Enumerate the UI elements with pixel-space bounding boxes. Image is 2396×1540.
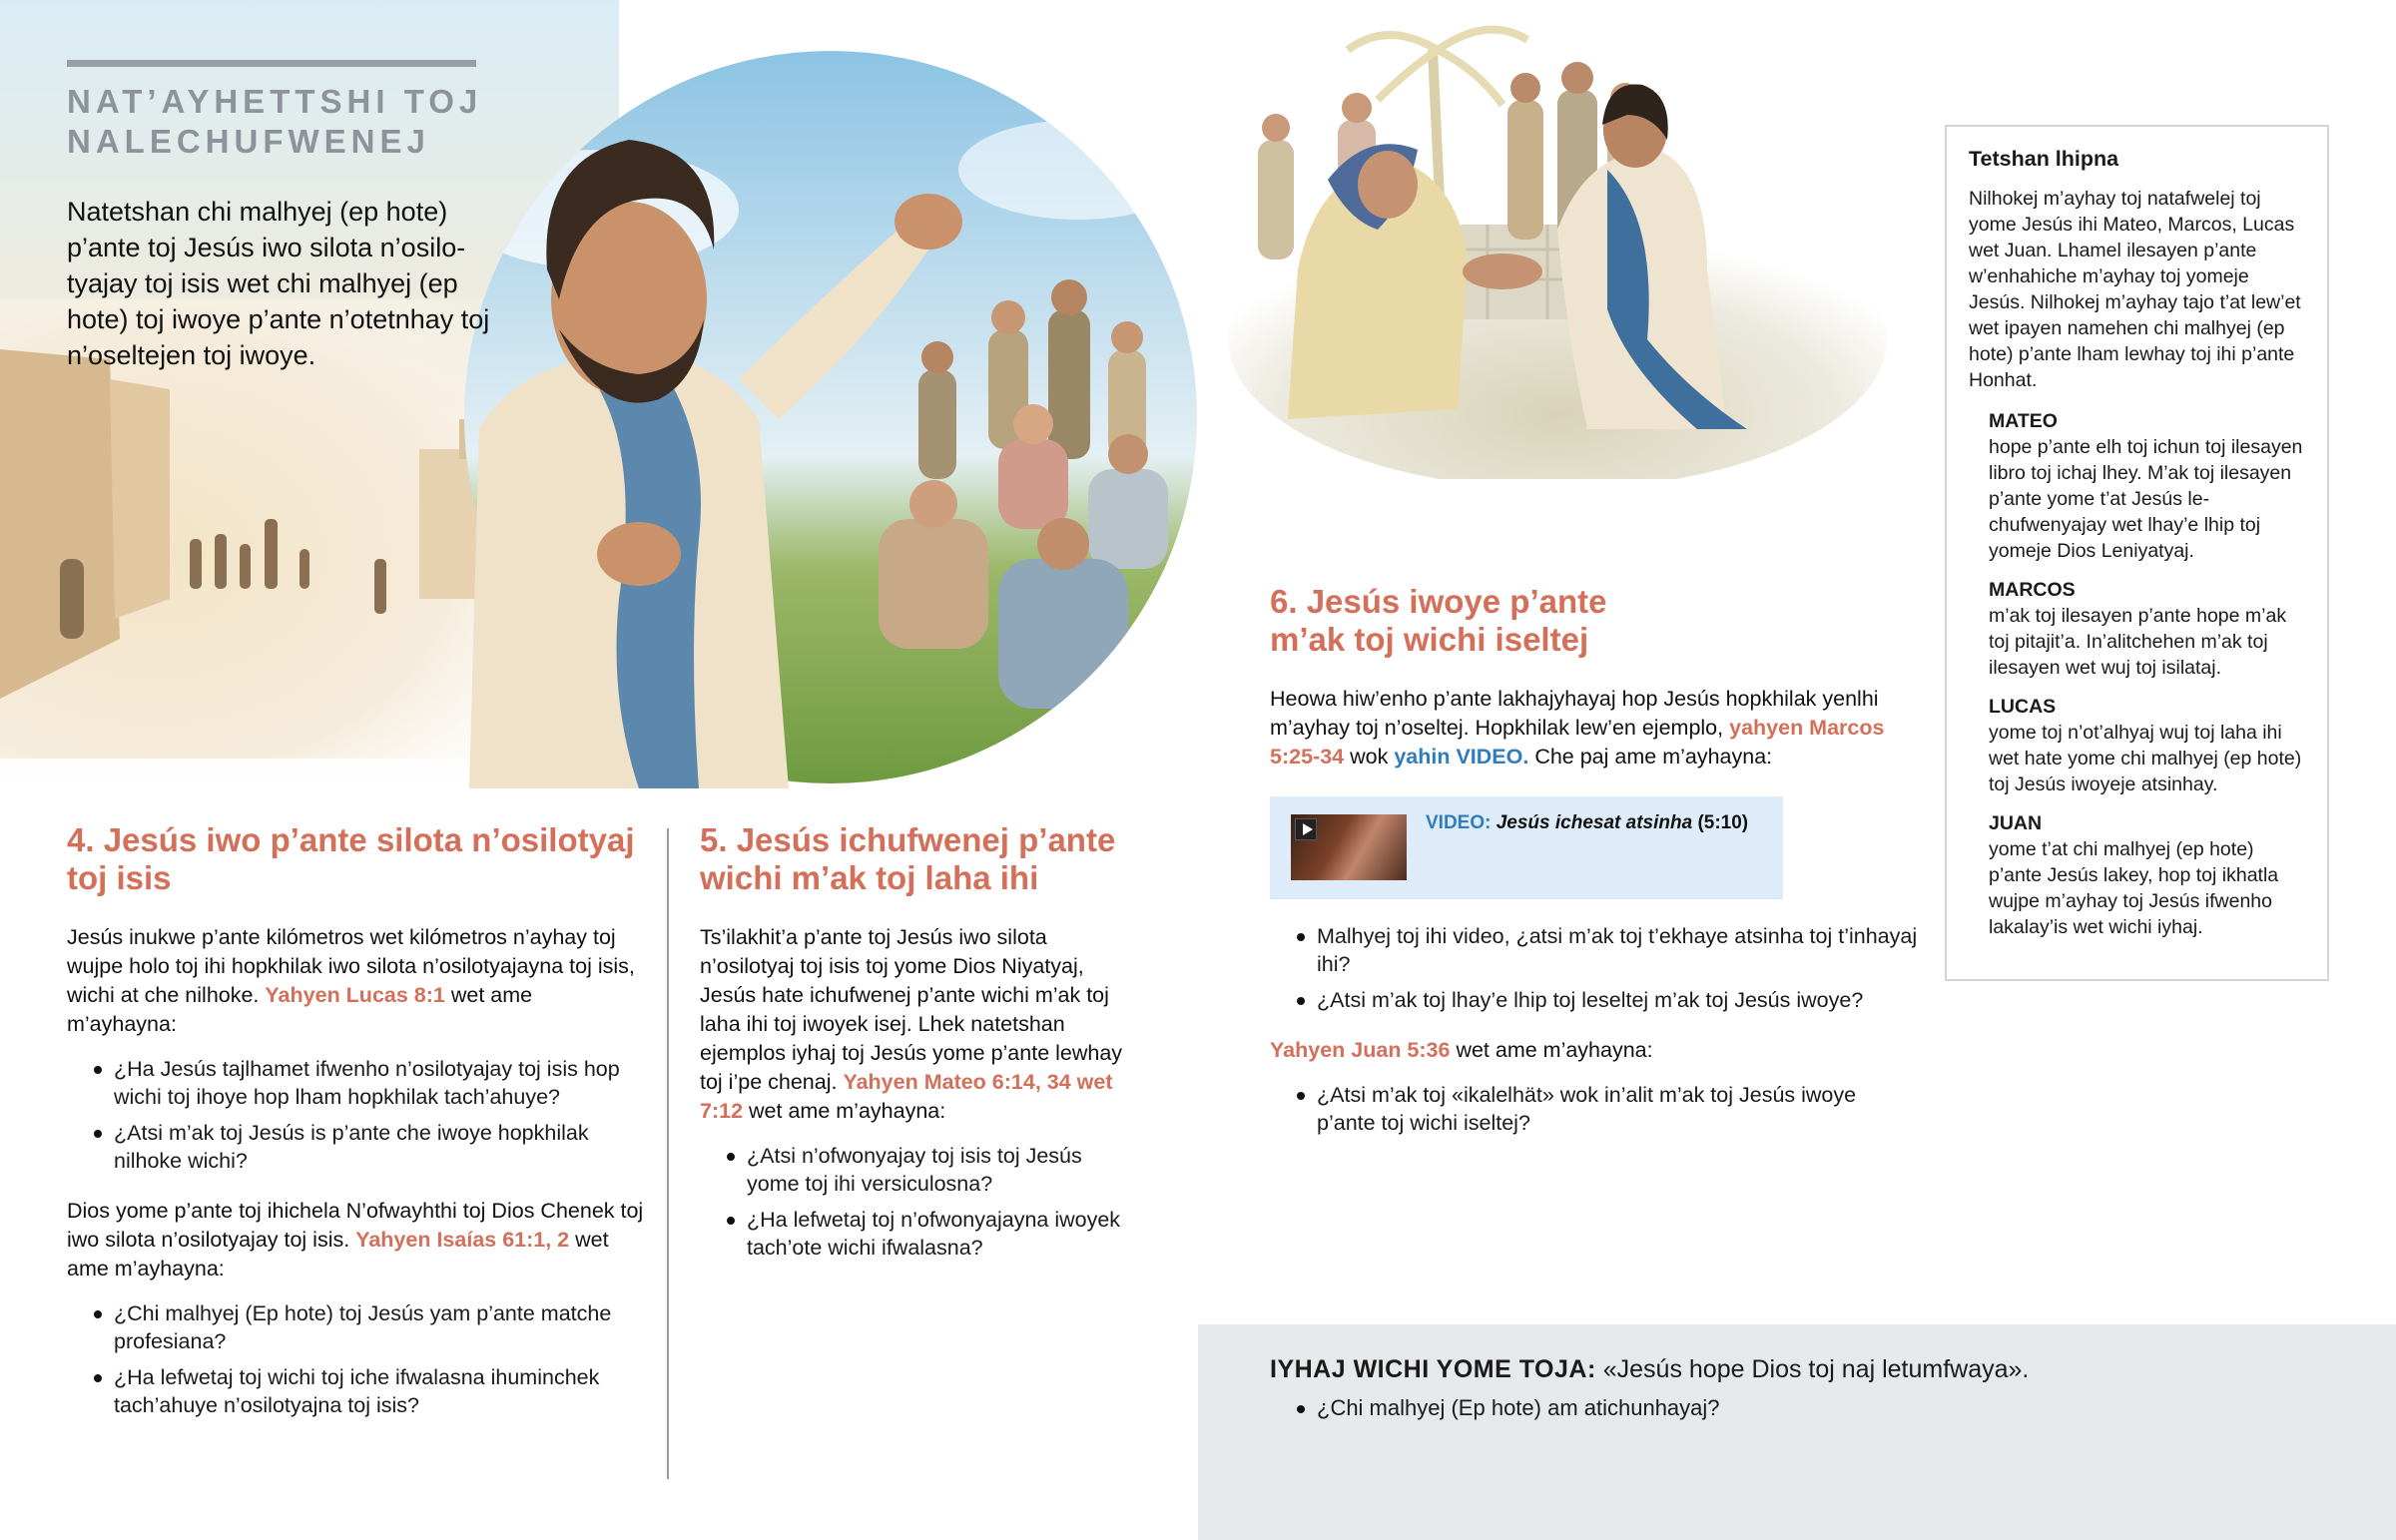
- video-thumbnail[interactable]: [1291, 814, 1407, 880]
- sidebar-entry-desc: m’ak toj ilesayen p’ante hope m’ak toj pitajit’a. In’alitchehen m’ak toj ilesayen wet wuj toj isilataj.: [1989, 605, 2287, 679]
- sidebar-entry-name: LUCAS: [1989, 696, 2057, 718]
- section-5-ref-mateo[interactable]: Yahyen Mateo 6:14, 34 wet 7:12: [700, 1070, 1113, 1123]
- question-item: ¿Atsi m’ak toj lhay’e lhip toj leseltej m’ak toj Jesús iwoye?: [1270, 986, 1919, 1014]
- video-label: VIDEO:: [1426, 812, 1492, 833]
- question-item: ¿Ha Jesús tajlhamet ifwenho n’osilotyajay toj isis hop wichi toj ihoye hop lham hopkhilak tach’ahuye?: [67, 1055, 646, 1111]
- sidebar-entry-mateo: [1969, 409, 2305, 564]
- question-item: ¿Atsi m’ak toj «ikalelhät» wok in’alit m’ak toj Jesús iwoye p’ante toj wichi iseltej?: [1270, 1081, 1919, 1137]
- question-item: ¿Chi malhyej (Ep hote) am atichunhayaj?: [1270, 1394, 2324, 1422]
- sidebar-entry-name: MATEO: [1989, 410, 2058, 432]
- section-4-para1-after: wet ame m’ayhayna:: [67, 983, 533, 1036]
- video-card[interactable]: [1270, 796, 1783, 899]
- section-5-title: 5. Jesús ichufwenej p’ante wichi m’ak toj laha ihi: [700, 821, 1116, 896]
- section-4-questions-1: [67, 1055, 646, 1175]
- section-6-para-mid: wok: [1350, 745, 1389, 769]
- illustration-woman-healed-svg: [1228, 10, 1887, 479]
- section-6-paragraph: [1270, 685, 1919, 771]
- section-4-ref-isaias[interactable]: Yahyen Isaías 61:1, 2: [355, 1228, 570, 1252]
- section-5-para-after: wet ame m’ayhayna:: [749, 1099, 946, 1123]
- section-6-paragraph-2: [1270, 1036, 1919, 1065]
- section-6-para2-after: wet ame m’ayhayna:: [1456, 1038, 1653, 1062]
- section-6-questions-2: [1270, 1081, 1919, 1137]
- sidebar-title: Tetshan lhipna: [1969, 147, 2119, 171]
- section-4-paragraph-1: [67, 923, 646, 1039]
- section-6-para-text: Heowa hiw’enho p’ante lakhajyhayaj hop Jesús hopkhilak yenlhi m’ayhay toj n’oseltej. Hopkhilak lew’en ejemplo,: [1270, 687, 1879, 740]
- video-duration: (5:10): [1697, 812, 1749, 833]
- sidebar-entry-name: JUAN: [1989, 812, 2043, 834]
- section-6-video-link[interactable]: yahin VIDEO.: [1394, 745, 1529, 769]
- summary-box: [1198, 1324, 2396, 1540]
- section-4-title: 4. Jesús iwo p’ante silota n’osilotyaj toj isis: [67, 821, 635, 896]
- sidebar-entry-juan: [1969, 811, 2305, 940]
- section-6-continued: [1270, 922, 1919, 1159]
- summary-label: IYHAJ WICHI YOME TOJA:: [1270, 1355, 1596, 1383]
- summary-questions: [1270, 1394, 2324, 1422]
- sidebar-entry-lucas: [1969, 695, 2305, 797]
- sidebar-intro: Nilhokej m’ayhay toj natafwelej toj yome Jesús ihi Mateo, Marcos, Lucas wet Juan. Lhamel ilesayen p’ante w’enhahiche m’ayhay toj yomeje Jesús. Nilhokej m’ayhay tajo t’at lew’et wet ipayen namehen chi malhyej (ep hote) p’ante lham lewhay toj ihi p’ante Honhat.: [1969, 188, 2301, 391]
- video-title[interactable]: Jesús ichesat atsinha: [1496, 812, 1693, 833]
- section-5: [700, 821, 1129, 1283]
- summary-quote: «Jesús hope Dios toj naj letumfwaya».: [1602, 1355, 2030, 1383]
- summary-line: [1270, 1352, 2324, 1386]
- section-6-para-after: Che paj ame m’ayhayna:: [1534, 745, 1773, 769]
- section-5-questions: [700, 1142, 1129, 1262]
- section-4-questions-2: [67, 1299, 646, 1419]
- section-4-para2-after: wet ame m’ayhayna:: [67, 1228, 609, 1281]
- section-5-para-text: Ts’ilakhit’a p’ante toj Jesús iwo silota n’osilotyaj toj isis toj yome Dios Niyatyaj, Jesús hate ichufwenej p’ante wichi m’ak toj laha ihi toj iwoyek isej. Lhek natetshan ejemplos iyhaj toj Jesús yome p’ante lewhay toj i’pe chenaj.: [700, 925, 1123, 1094]
- section-4: [67, 821, 646, 1441]
- section-6-ref-marcos[interactable]: yahyen Marcos 5:25-34: [1270, 716, 1885, 769]
- section-6-title: 6. Jesús iwoye p’ante m’ak toj wichi iseltej: [1270, 583, 1607, 658]
- question-item: ¿Atsi n’ofwonyajay toj isis toj Jesús yome toj ihi versiculosna?: [700, 1142, 1129, 1198]
- section-4-para2-text: Dios yome p’ante toj ihichela N’ofwayhthi toj Dios Chenek toj iwo silota n’osilotyajay toj isis.: [67, 1199, 644, 1252]
- illustration-woman-healed: [1228, 10, 1887, 479]
- sidebar-entry-desc: hope p’ante elh toj ichun toj ilesayen libro toj ichaj lhey. M’ak toj ilesayen p’ante yome t’at Jesús lechufwenyajay wet lhay’e lhip toj yomeje Dios Leniyatyaj.: [1989, 436, 2303, 562]
- section-6-ref-juan[interactable]: Yahyen Juan 5:36: [1270, 1038, 1451, 1062]
- question-item: Malhyej toj ihi video, ¿atsi m’ak toj t’ekhaye atsinha toj t’inhayaj ihi?: [1270, 922, 1919, 978]
- sidebar-gospel-writers: [1945, 125, 2329, 981]
- column-divider: [667, 828, 669, 1479]
- question-item: ¿Chi malhyej (Ep hote) toj Jesús yam p’ante matche profesiana?: [67, 1299, 646, 1355]
- question-item: ¿Atsi m’ak toj Jesús is p’ante che iwoye hopkhilak nilhoke wichi?: [67, 1119, 646, 1175]
- sidebar-entry-marcos: [1969, 578, 2305, 681]
- section-6-questions-1: [1270, 922, 1919, 1014]
- question-item: ¿Ha lefwetaj toj wichi toj iche ifwalasna ihuminchek tach’ahuye n’osilotyajna toj isis?: [67, 1363, 646, 1419]
- sidebar-entry-name: MARCOS: [1989, 579, 2076, 601]
- sidebar-entry-desc: yome toj n’ot’alhyaj wuj toj laha ihi wet hate yome chi malhyej (ep hote) toj Jesús iwoyeje atsinhay.: [1989, 722, 2302, 795]
- intro-text: Natetshan chi malhyej (ep hote) p’ante toj Jesús iwo silota n’osilotyajay toj isis wet chi malhyej (ep hote) toj iwoye p’ante n’otetnhay toj n’oseltejen toj iwoye.: [67, 197, 490, 370]
- intro-rule: [67, 60, 476, 67]
- question-item: ¿Ha lefwetaj toj n’ofwonyajayna iwoyek tach’ote wichi ifwalasna?: [700, 1206, 1129, 1262]
- section-6: [1270, 583, 1919, 771]
- section-4-ref-lucas[interactable]: Yahyen Lucas 8:1: [265, 983, 445, 1007]
- sidebar-entry-desc: yome t’at chi malhyej (ep hote) p’ante Jesús lakey, hop toj ikhatla wujpe m’ayhay toj Jesús ifwenho lakalay’is wet wichi iyhaj.: [1989, 838, 2279, 938]
- section-5-paragraph: [700, 923, 1129, 1126]
- play-icon[interactable]: [1295, 818, 1317, 840]
- video-caption: [1426, 810, 1748, 836]
- intro-title: NAT’AYHETTSHI TOJ NALECHUFWENEJ: [67, 83, 483, 160]
- section-4-para1-text: Jesús inukwe p’ante kilómetros wet kilómetros n’ayhay toj wujpe holo toj ihi hopkhilak iwo silota n’osilotyajayna toj isis, wichi at che nilhoke.: [67, 925, 635, 1007]
- section-4-paragraph-2: [67, 1197, 646, 1283]
